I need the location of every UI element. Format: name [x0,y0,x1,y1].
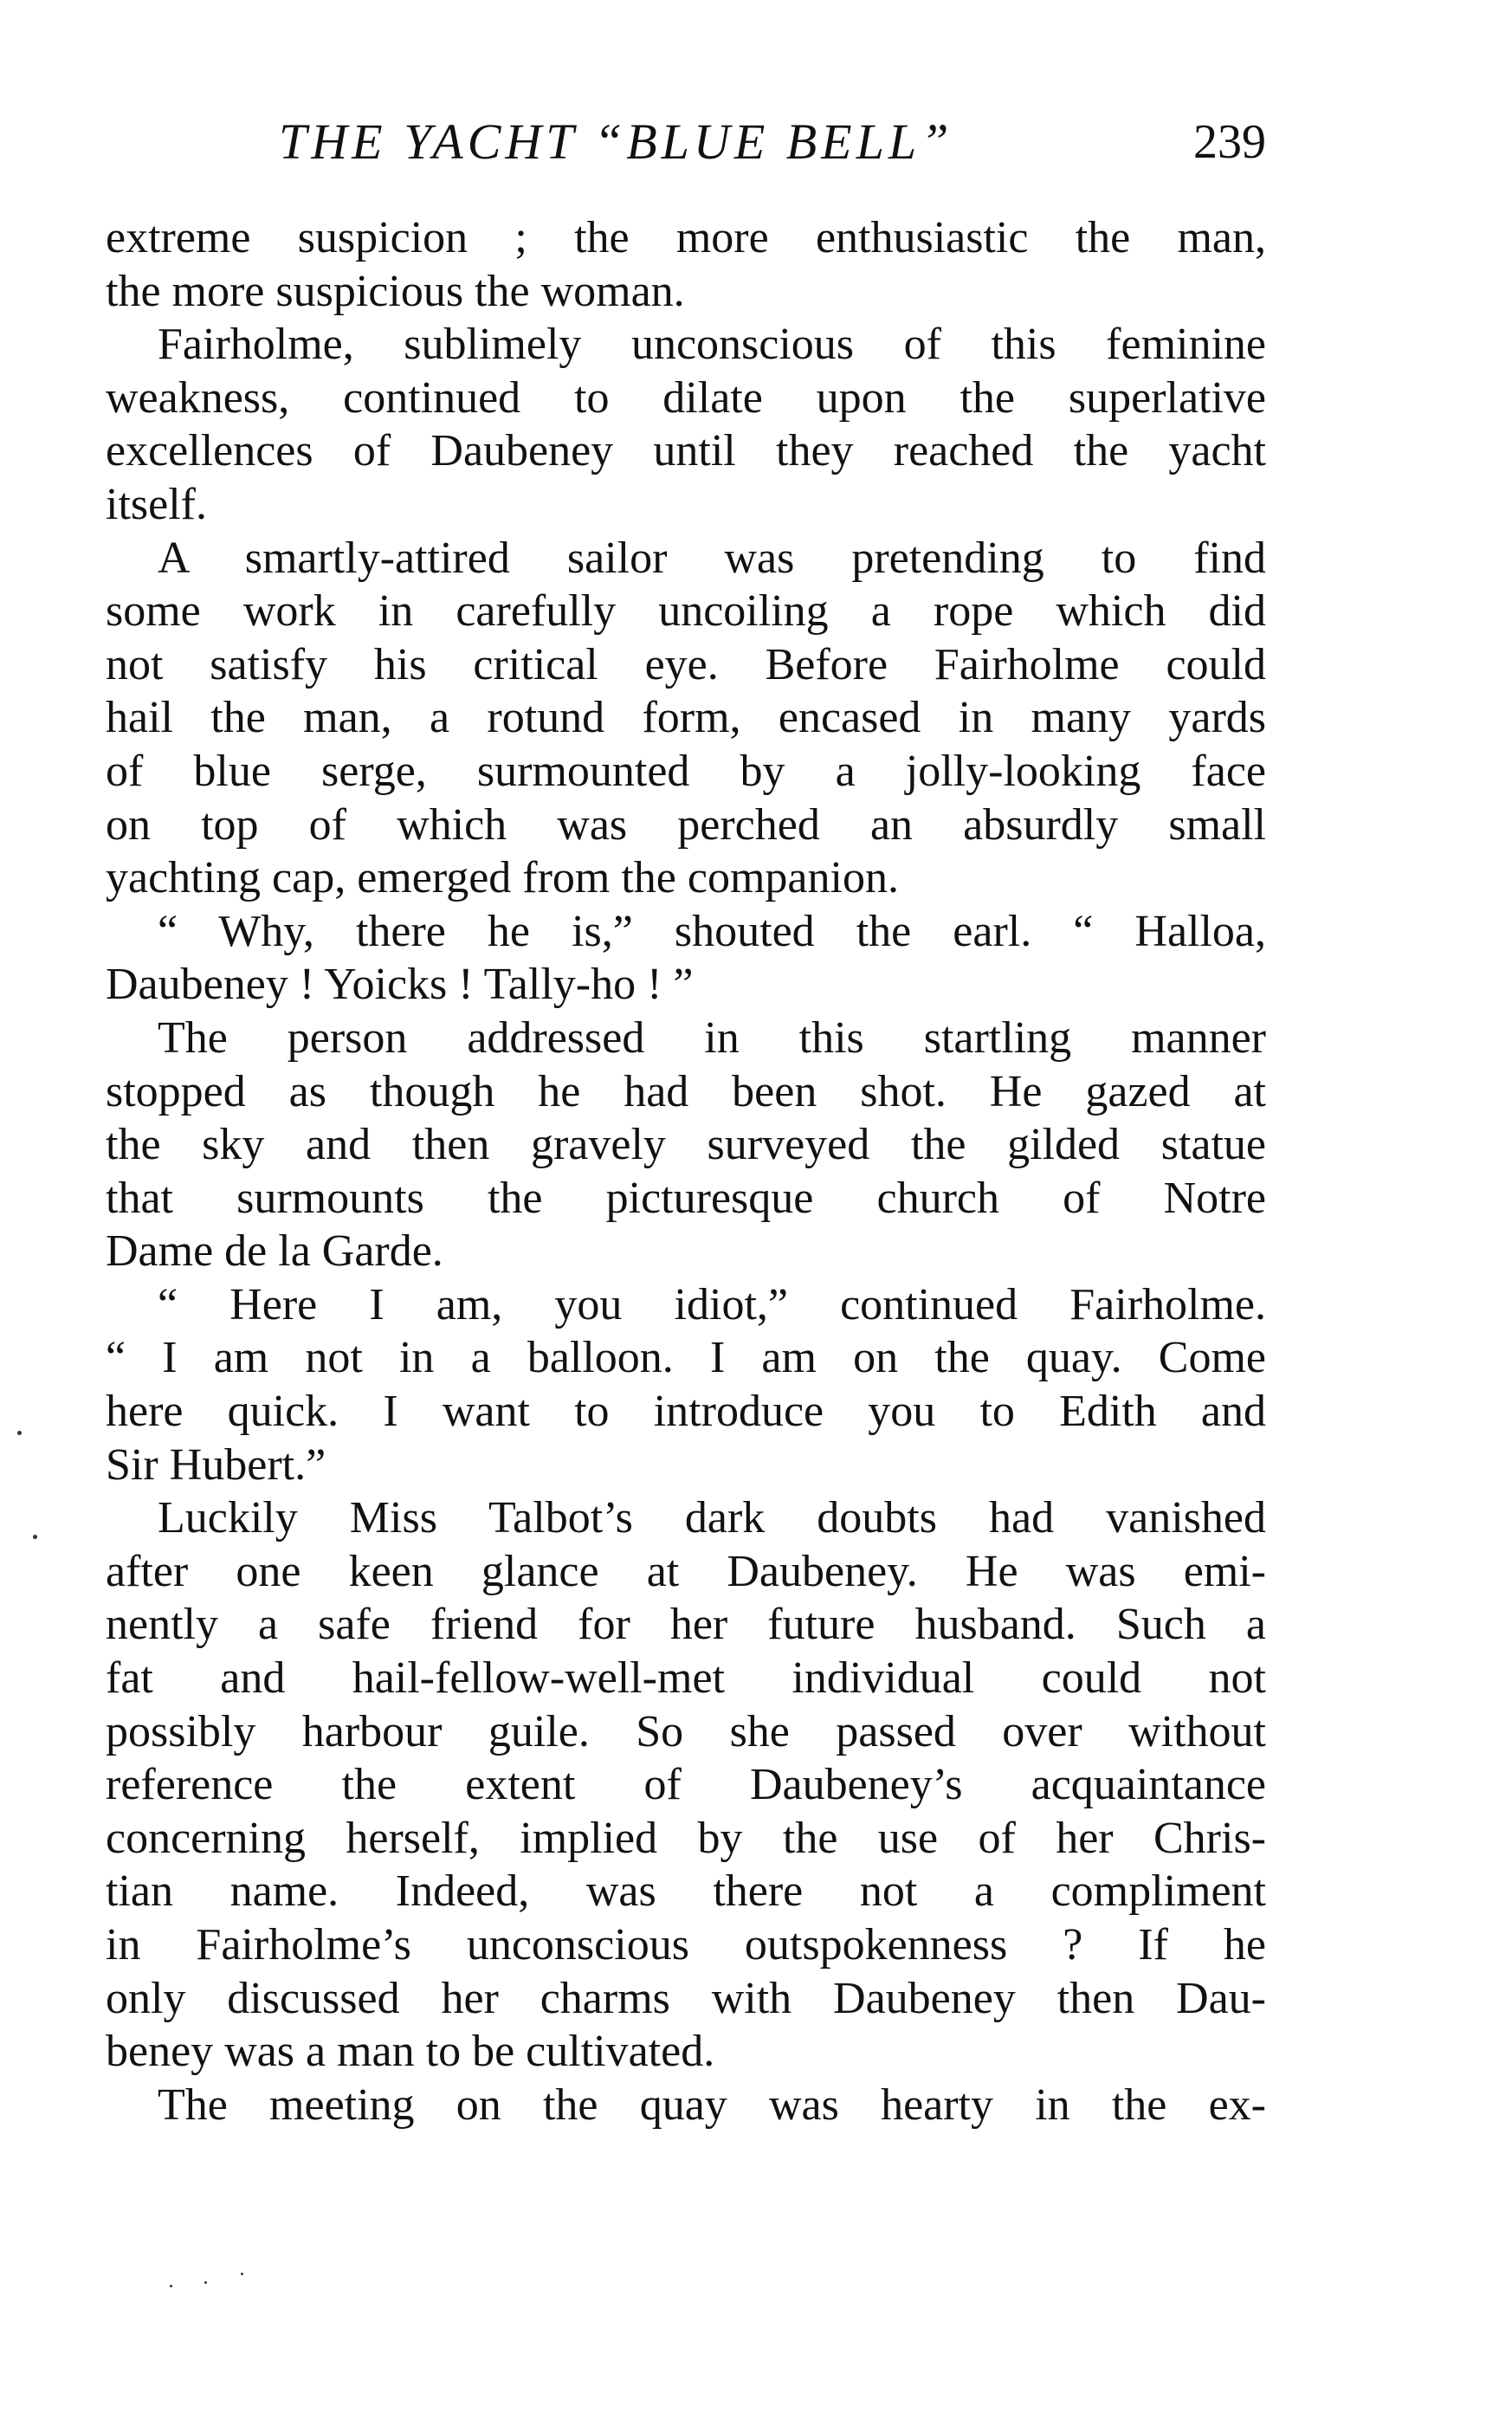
text-line: A smartly-attired sailor was pretending to find [158,533,1266,583]
body-text [106,211,1266,2131]
text-line: fat and hail-fellow-well-met individual could not [106,1653,1266,1704]
text-line: extreme suspicion ; the more enthusiastic the man, [106,213,1266,262]
text-line: after one keen glance at Daubeney. He was emi- [106,1546,1266,1596]
print-speck [170,2285,172,2287]
text-line: only discussed her charms with Daubeney then Dau- [106,1973,1266,2023]
text-line: Daubeney ! Yoicks ! Tally-ho ! ” [106,960,694,1010]
text-line: beney was a man to be cultivated. [106,2027,715,2077]
print-speck [204,2281,207,2284]
text-line: reference the extent of Daubeney’s acquaintance [106,1760,1266,1810]
text-line: in Fairholme’s unconscious outspokenness ? If he [106,1920,1266,1970]
text-line: Sir Hubert.” [106,1439,326,1490]
text-line: stopped as though he had been shot. He gazed at [106,1066,1266,1116]
text-line: some work in carefully uncoiling a rope which did [106,586,1266,637]
text-line: The person addressed in this startling manner [158,1012,1266,1063]
text-line: concerning herself, implied by the use of her Chris- [106,1813,1266,1863]
page-number: 239 [1193,115,1266,169]
text-line: “ Why, there he is,” shouted the earl. “ Halloa, [158,906,1266,956]
text-line: the sky and then gravely surveyed the gilded statue [106,1120,1266,1170]
text-line: of blue serge, surmounted by a jolly-looking face [106,746,1266,796]
running-head [106,107,1266,177]
text-line: hail the man, a rotund form, encased in many yards [106,693,1266,743]
text-line: weakness, continued to dilate upon the superlative [106,372,1266,423]
text-line: itself. [106,479,207,529]
text-line: Dame de la Garde. [106,1226,443,1277]
text-line: that surmounts the picturesque church of Notre [106,1173,1266,1223]
text-line: the more suspicious the woman. [106,266,685,316]
text-line: excellences of Daubeney until they reached the yacht [106,426,1266,476]
text-line: Fairholme, sublimely unconscious of this feminine [158,320,1266,370]
text-line: nently a safe friend for her future husband. Such a [106,1600,1266,1650]
print-speck [241,2273,243,2275]
text-line: “ I am not in a balloon. I am on the quay. Come [106,1333,1266,1383]
text-line: on top of which was perched an absurdly small [106,799,1266,850]
text-line: “ Here I am, you idiot,” continued Fairholme. [158,1279,1266,1329]
running-title: THE YACHT “BLUE BELL” [279,113,953,170]
print-speck [33,1535,37,1539]
text-line: The meeting on the quay was hearty in the ex- [158,2079,1266,2130]
text-line: yachting cap, emerged from the companion. [106,853,899,903]
text-line: possibly harbour guile. So she passed over without [106,1706,1266,1756]
text-line: not satisfy his critical eye. Before Fairholme could [106,639,1266,689]
text-line: here quick. I want to introduce you to Edith and [106,1387,1266,1437]
text-line: Luckily Miss Talbot’s dark doubts had vanished [158,1493,1266,1543]
print-speck [17,1431,22,1435]
text-line: tian name. Indeed, was there not a compliment [106,1866,1266,1917]
